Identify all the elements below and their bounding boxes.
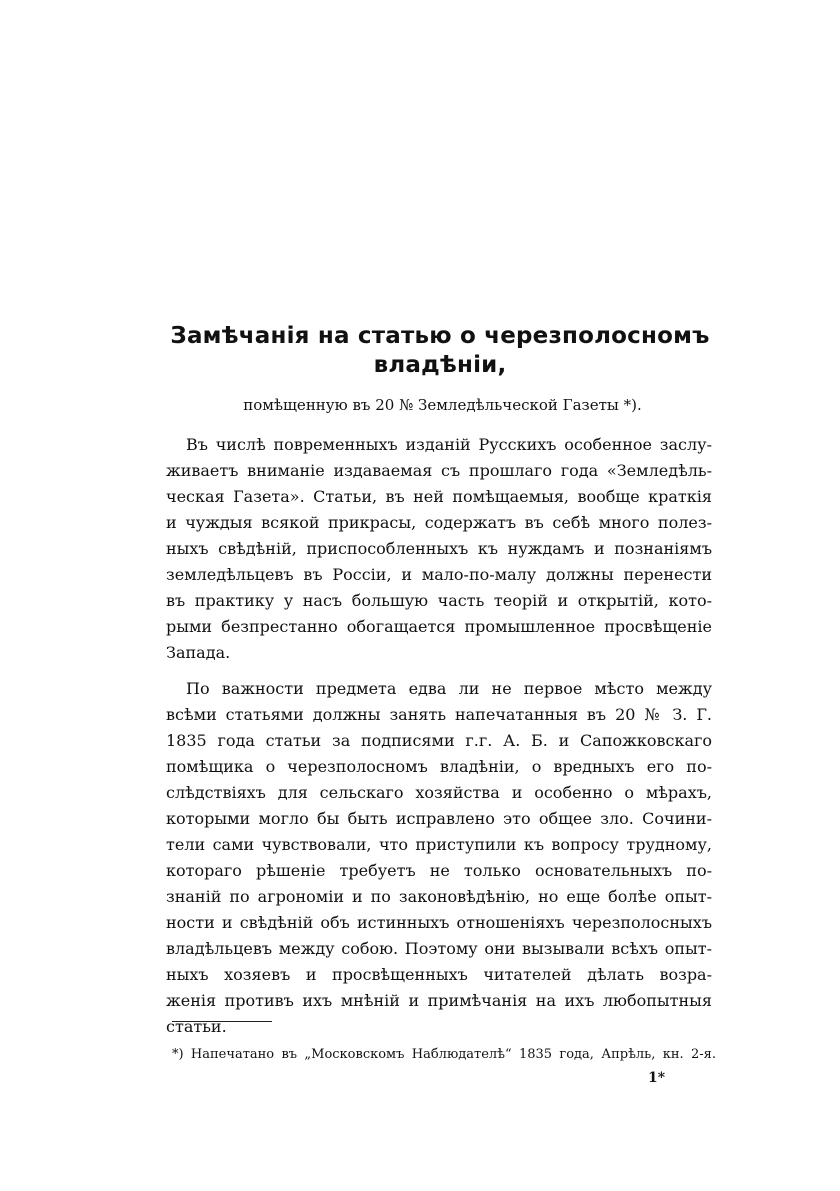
paragraph-line: живаетъ вниманіе издаваемая съ прошлаго года «Земледѣль- <box>166 461 712 480</box>
signature-mark: 1* <box>648 1070 666 1086</box>
footnote-divider <box>172 1021 272 1022</box>
paragraph-line: рыми безпрестанно обогащается промышленное просвѣщеніе <box>166 617 712 636</box>
title-line-1: Замѣчанія на статью о черезполосномъ <box>170 323 710 349</box>
paragraph-line: слѣдствіяхъ для сельскаго хозяйства и особенно о мѣрахъ, <box>166 783 712 802</box>
paragraph-line: тели сами чувствовали, что приступили къ вопросу трудному, <box>166 835 712 854</box>
paragraph-line: ности и свѣдѣній объ истинныхъ отношеніяхъ черезполосныхъ <box>166 913 712 932</box>
paragraph-line: земледѣльцевъ въ Россіи, и мало-по-малу должны перенести <box>166 565 712 584</box>
paragraph-line: Запада. <box>166 643 231 662</box>
paragraph-line: которыми могло бы быть исправлено это общее зло. Сочини- <box>166 809 712 828</box>
footnote: *) Напечатано въ „Московскомъ Наблюдателѣ“ 1835 года, Апрѣль, кн. 2-я. <box>172 1047 716 1062</box>
paragraph-2 <box>166 676 712 1040</box>
paragraph-1 <box>166 432 712 666</box>
paragraph-line: ныхъ свѣдѣній, приспособленныхъ къ нуждамъ и познаніямъ <box>166 539 712 558</box>
paragraph-line: статьи. <box>166 1017 227 1036</box>
paragraph-line: владѣльцевъ между собою. Поэтому они вызывали всѣхъ опыт- <box>166 939 712 958</box>
paragraph-line: помѣщика о черезполосномъ владѣніи, о вредныхъ его по- <box>166 757 712 776</box>
title-line-2: владѣніи, <box>373 352 507 378</box>
paragraph-line: По важности предмета едва ли не первое мѣсто между <box>186 679 712 698</box>
paragraph-line: ческая Газета». Статьи, въ ней помѣщаемыя, вообще краткія <box>166 487 712 506</box>
paragraph-line: знаній по агрономіи и по законовѣдѣнію, но еще болѣе опыт- <box>166 887 712 906</box>
paragraph-line: всѣми статьями должны занять напечатанныя въ 20 № З. Г. <box>166 705 712 724</box>
paragraph-line: женія противъ ихъ мнѣній и примѣчанія на ихъ любопытныя <box>166 991 712 1010</box>
article-title <box>160 322 720 380</box>
paragraph-line: ныхъ хозяевъ и просвѣщенныхъ читателей дѣлать возра- <box>166 965 712 984</box>
paragraph-line: въ практику у насъ большую часть теорій и открытій, кото- <box>166 591 712 610</box>
article-subtitle: помѣщенную въ 20 № Земледѣльческой Газеты *). <box>243 396 642 414</box>
paragraph-line: котораго рѣшеніе требуетъ не только основательныхъ по- <box>166 861 712 880</box>
paragraph-line: и чуждыя всякой прикрасы, содержатъ въ себѣ много полез- <box>166 513 712 532</box>
paragraph-line: 1835 года статьи за подписями г.г. А. Б. и Сапожковскаго <box>166 731 712 750</box>
paragraph-line: Въ числѣ повременныхъ изданій Русскихъ особенное заслу- <box>186 435 712 454</box>
